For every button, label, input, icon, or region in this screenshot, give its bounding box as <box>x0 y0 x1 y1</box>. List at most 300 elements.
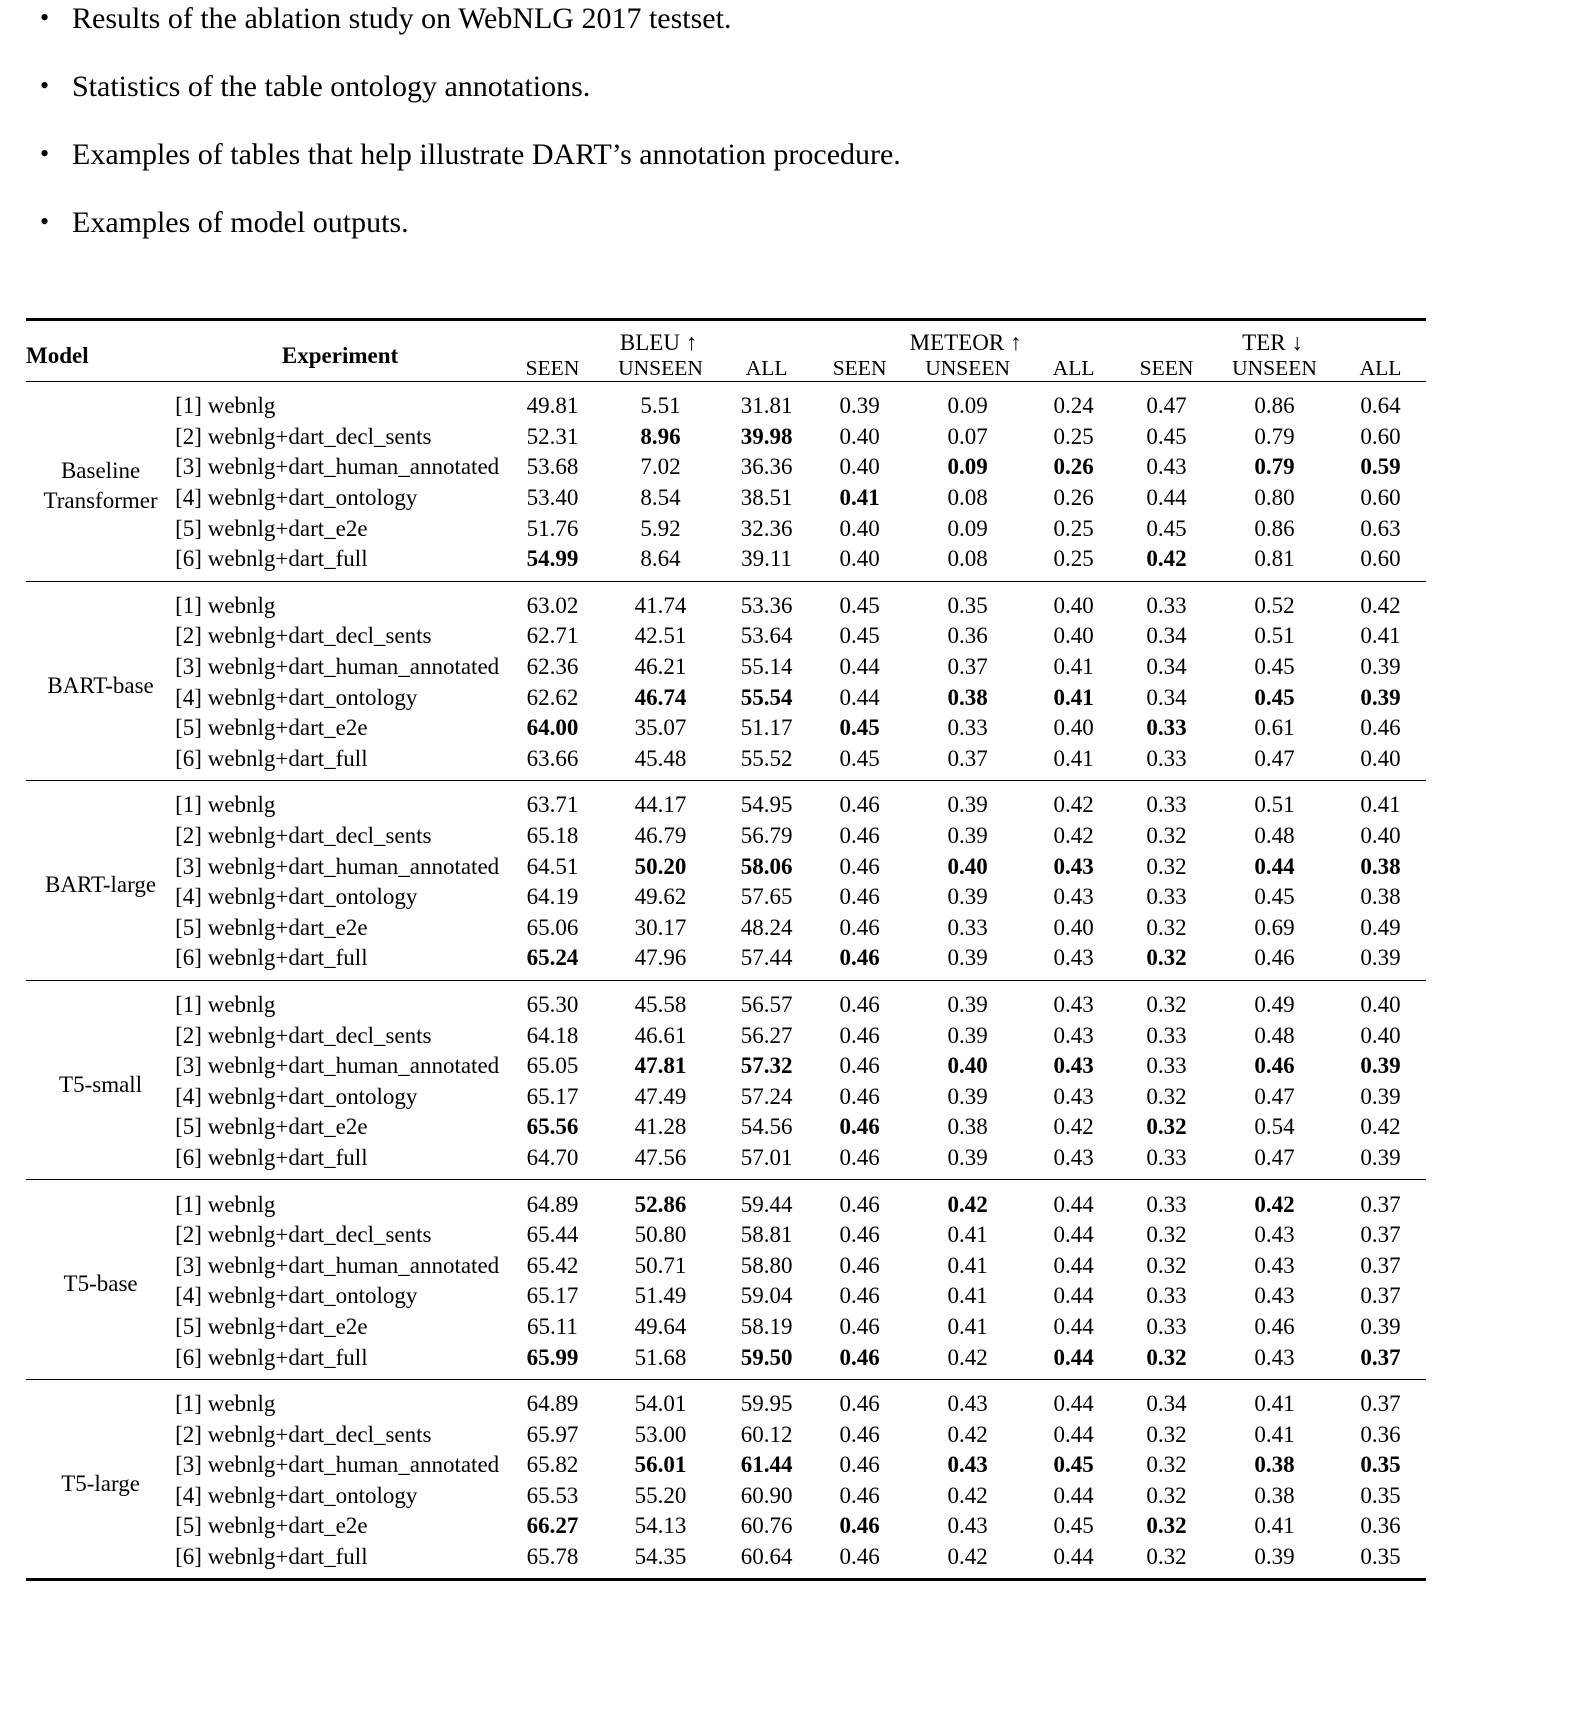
metric-cell: 0.44 <box>1146 485 1187 511</box>
model-name-line: T5-base <box>63 1271 138 1297</box>
experiment-cell: [6] webnlg+dart_full <box>175 1344 368 1370</box>
metric-cell: 0.41 <box>947 1313 988 1339</box>
metric-cell: 0.43 <box>1053 853 1094 879</box>
metric-cell: 0.33 <box>947 914 988 940</box>
metric-cell: 0.46 <box>839 1083 880 1109</box>
metric-cell: 49.62 <box>634 884 687 910</box>
metric-cell: 38.51 <box>740 485 793 511</box>
metric-cell: 0.45 <box>1254 654 1295 680</box>
sub-column-header-all-8: ALL <box>1359 356 1402 380</box>
metric-cell: 50.71 <box>634 1252 687 1278</box>
metric-cell: 59.95 <box>740 1391 793 1417</box>
model-name-cell <box>26 980 175 1180</box>
experiment-cell: [4] webnlg+dart_ontology <box>175 485 418 511</box>
metric-cell: 0.64 <box>1360 393 1401 419</box>
experiment-cell: [3] webnlg+dart_human_annotated <box>175 1053 500 1079</box>
metric-cell: 0.41 <box>1360 623 1401 649</box>
metric-cell: 0.32 <box>1146 914 1187 940</box>
bullet-dot-icon: • <box>40 207 50 236</box>
metric-cell: 32.36 <box>740 515 793 541</box>
metric-cell: 0.42 <box>1053 823 1094 849</box>
metric-cell: 0.42 <box>947 1421 988 1447</box>
metric-cell: 0.46 <box>839 1391 880 1417</box>
experiment-cell: [5] webnlg+dart_e2e <box>175 1513 368 1539</box>
metric-cell: 0.46 <box>839 1144 880 1170</box>
metric-cell: 0.63 <box>1360 515 1401 541</box>
experiment-cell: [4] webnlg+dart_ontology <box>175 1482 418 1508</box>
metric-cell: 55.54 <box>740 684 793 710</box>
metric-cell: 57.01 <box>740 1144 793 1170</box>
metric-cell: 0.42 <box>1360 1114 1401 1140</box>
metric-cell: 5.51 <box>640 393 681 419</box>
metric-cell: 0.39 <box>1360 945 1401 971</box>
table-row <box>26 483 1426 514</box>
metric-cell: 0.38 <box>947 1114 988 1140</box>
metric-cell: 65.17 <box>526 1083 579 1109</box>
sub-column-header-unseen-7: UNSEEN <box>1232 356 1317 380</box>
metric-cell: 0.40 <box>839 454 880 480</box>
metric-cell: 0.37 <box>1360 1283 1401 1309</box>
metric-cell: 0.45 <box>1053 1452 1094 1478</box>
experiment-cell: [3] webnlg+dart_human_annotated <box>175 853 500 879</box>
metric-cell: 0.46 <box>839 1313 880 1339</box>
metric-cell: 0.40 <box>839 546 880 572</box>
metric-cell: 0.40 <box>839 515 880 541</box>
metric-cell: 0.52 <box>1254 592 1295 618</box>
group-header-bleu: BLEU ↑ <box>619 330 698 355</box>
metric-cell: 0.40 <box>1053 592 1094 618</box>
metric-cell: 0.36 <box>1360 1421 1401 1447</box>
metric-cell: 0.44 <box>1053 1544 1094 1570</box>
metric-cell: 0.61 <box>1254 715 1295 741</box>
metric-cell: 0.54 <box>1254 1114 1295 1140</box>
metric-cell: 0.44 <box>1053 1222 1094 1248</box>
metric-cell: 0.26 <box>1053 485 1094 511</box>
metric-cell: 51.17 <box>740 715 793 741</box>
metric-cell: 0.43 <box>947 1391 988 1417</box>
bullet-dot-icon: • <box>40 3 50 32</box>
table-row <box>26 781 1426 821</box>
metric-cell: 0.44 <box>1053 1283 1094 1309</box>
metric-cell: 0.48 <box>1254 823 1295 849</box>
metric-cell: 0.43 <box>1053 1022 1094 1048</box>
metric-cell: 0.39 <box>947 884 988 910</box>
metric-cell: 65.56 <box>526 1114 579 1140</box>
metric-cell: 0.69 <box>1254 914 1295 940</box>
metric-cell: 62.62 <box>526 684 579 710</box>
group-header-row <box>26 320 1426 357</box>
experiment-cell: [3] webnlg+dart_human_annotated <box>175 454 500 480</box>
bullet-item <box>38 208 1438 238</box>
metric-cell: 0.32 <box>1146 991 1187 1017</box>
bullet-item <box>38 140 1438 170</box>
metric-cell: 0.32 <box>1146 1344 1187 1370</box>
metric-cell: 0.47 <box>1254 1144 1295 1170</box>
metric-cell: 58.06 <box>740 853 793 879</box>
metric-cell: 0.39 <box>1360 1053 1401 1079</box>
metric-cell: 0.40 <box>1360 745 1401 771</box>
metric-cell: 50.80 <box>634 1222 687 1248</box>
table-row <box>26 851 1426 882</box>
experiment-cell: [6] webnlg+dart_full <box>175 745 368 771</box>
metric-cell: 0.33 <box>1146 1053 1187 1079</box>
experiment-cell: [5] webnlg+dart_e2e <box>175 1114 368 1140</box>
model-name-line: T5-small <box>59 1071 143 1097</box>
bullet-list <box>38 4 1438 276</box>
metric-cell: 55.52 <box>740 745 793 771</box>
metric-cell: 0.46 <box>839 853 880 879</box>
metric-cell: 0.32 <box>1146 1083 1187 1109</box>
experiment-cell: [2] webnlg+dart_decl_sents <box>175 1222 432 1248</box>
metric-cell: 0.25 <box>1053 515 1094 541</box>
metric-cell: 0.09 <box>947 393 988 419</box>
metric-cell: 0.40 <box>1360 1022 1401 1048</box>
model-block <box>26 781 1426 981</box>
metric-cell: 52.86 <box>634 1191 687 1217</box>
metric-cell: 0.32 <box>1146 823 1187 849</box>
sub-column-header-seen-0: SEEN <box>525 356 580 380</box>
metric-cell: 0.08 <box>947 485 988 511</box>
metric-cell: 56.57 <box>740 991 793 1017</box>
metric-cell: 46.21 <box>634 654 687 680</box>
metric-cell: 0.33 <box>1146 745 1187 771</box>
model-name-cell <box>26 1180 175 1380</box>
metric-cell: 0.34 <box>1146 654 1187 680</box>
metric-cell: 0.25 <box>1053 546 1094 572</box>
metric-cell: 0.47 <box>1254 745 1295 771</box>
metric-cell: 0.39 <box>1360 684 1401 710</box>
metric-cell: 0.44 <box>839 684 880 710</box>
metric-cell: 39.98 <box>740 423 793 449</box>
model-block <box>26 581 1426 781</box>
model-name-line: T5-large <box>61 1470 140 1496</box>
metric-cell: 65.53 <box>526 1482 579 1508</box>
metric-cell: 0.43 <box>1254 1252 1295 1278</box>
metric-cell: 0.41 <box>1053 654 1094 680</box>
metric-cell: 0.46 <box>839 1022 880 1048</box>
metric-cell: 0.46 <box>1254 1313 1295 1339</box>
metric-cell: 0.43 <box>947 1452 988 1478</box>
metric-cell: 45.48 <box>634 745 687 771</box>
metric-cell: 0.35 <box>947 592 988 618</box>
metric-cell: 0.45 <box>839 745 880 771</box>
metric-cell: 0.46 <box>839 1544 880 1570</box>
experiment-cell: [6] webnlg+dart_full <box>175 945 368 971</box>
experiment-cell: [2] webnlg+dart_decl_sents <box>175 1022 432 1048</box>
metric-cell: 0.44 <box>1053 1344 1094 1370</box>
model-block <box>26 382 1426 582</box>
experiment-cell: [6] webnlg+dart_full <box>175 1144 368 1170</box>
metric-cell: 0.46 <box>839 991 880 1017</box>
bullet-text: Examples of model outputs. <box>72 206 409 239</box>
metric-cell: 0.32 <box>1146 1222 1187 1248</box>
bullet-text: Examples of tables that help illustrate DART’s annotation procedure. <box>72 138 901 171</box>
metric-cell: 0.34 <box>1146 1391 1187 1417</box>
group-header-meteor: METEOR ↑ <box>909 330 1022 355</box>
results-table-container <box>26 318 1426 1581</box>
metric-cell: 56.27 <box>740 1022 793 1048</box>
metric-cell: 0.41 <box>947 1222 988 1248</box>
metric-cell: 0.42 <box>947 1344 988 1370</box>
metric-cell: 0.79 <box>1254 423 1295 449</box>
metric-cell: 0.32 <box>1146 1452 1187 1478</box>
metric-cell: 0.41 <box>1254 1391 1295 1417</box>
metric-cell: 65.24 <box>526 945 579 971</box>
metric-cell: 0.47 <box>1146 393 1187 419</box>
metric-cell: 0.37 <box>1360 1222 1401 1248</box>
metric-cell: 0.43 <box>1053 884 1094 910</box>
table-row <box>26 682 1426 713</box>
metric-cell: 54.99 <box>526 546 579 572</box>
table-row <box>26 581 1426 621</box>
metric-cell: 0.33 <box>1146 792 1187 818</box>
metric-cell: 0.39 <box>947 1083 988 1109</box>
metric-cell: 0.46 <box>839 1513 880 1539</box>
experiment-cell: [5] webnlg+dart_e2e <box>175 1313 368 1339</box>
metric-cell: 0.33 <box>1146 1144 1187 1170</box>
metric-cell: 54.56 <box>740 1114 793 1140</box>
column-header-model: Model <box>26 342 89 368</box>
metric-cell: 65.78 <box>526 1544 579 1570</box>
metric-cell: 0.38 <box>1360 884 1401 910</box>
metric-cell: 0.40 <box>1053 914 1094 940</box>
metric-cell: 64.89 <box>526 1191 579 1217</box>
metric-cell: 31.81 <box>740 393 793 419</box>
table-row <box>26 1542 1426 1580</box>
metric-cell: 0.45 <box>839 592 880 618</box>
metric-cell: 0.39 <box>1360 1144 1401 1170</box>
table-row <box>26 1051 1426 1082</box>
metric-cell: 0.51 <box>1254 623 1295 649</box>
table-row <box>26 382 1426 422</box>
experiment-cell: [1] webnlg <box>175 792 276 818</box>
metric-cell: 0.33 <box>1146 715 1187 741</box>
model-block <box>26 980 1426 1180</box>
table-row <box>26 1281 1426 1312</box>
metric-cell: 0.39 <box>1254 1544 1295 1570</box>
table-row <box>26 1481 1426 1512</box>
metric-cell: 0.44 <box>1053 1482 1094 1508</box>
metric-cell: 0.37 <box>947 654 988 680</box>
metric-cell: 58.80 <box>740 1252 793 1278</box>
metric-cell: 0.40 <box>1053 715 1094 741</box>
metric-cell: 65.97 <box>526 1421 579 1447</box>
metric-cell: 56.01 <box>634 1452 687 1478</box>
metric-cell: 0.33 <box>947 715 988 741</box>
metric-cell: 0.46 <box>839 1283 880 1309</box>
metric-cell: 64.70 <box>526 1144 579 1170</box>
table-row <box>26 452 1426 483</box>
metric-cell: 49.64 <box>634 1313 687 1339</box>
metric-cell: 0.42 <box>1360 592 1401 618</box>
table-row <box>26 1511 1426 1542</box>
table-row <box>26 1450 1426 1481</box>
metric-cell: 64.51 <box>526 853 579 879</box>
metric-cell: 62.36 <box>526 654 579 680</box>
metric-cell: 0.44 <box>1254 853 1295 879</box>
metric-cell: 0.41 <box>1254 1421 1295 1447</box>
metric-cell: 0.37 <box>1360 1344 1401 1370</box>
metric-cell: 0.38 <box>1254 1482 1295 1508</box>
metric-cell: 0.45 <box>1146 423 1187 449</box>
metric-cell: 0.46 <box>839 792 880 818</box>
experiment-cell: [4] webnlg+dart_ontology <box>175 684 418 710</box>
bottom-rule-row <box>26 1580 1426 1582</box>
metric-cell: 0.32 <box>1146 945 1187 971</box>
metric-cell: 0.41 <box>1053 745 1094 771</box>
metric-cell: 0.32 <box>1146 1252 1187 1278</box>
metric-cell: 65.82 <box>526 1452 579 1478</box>
experiment-cell: [6] webnlg+dart_full <box>175 1544 368 1570</box>
table-row <box>26 1180 1426 1220</box>
metric-cell: 65.17 <box>526 1283 579 1309</box>
metric-cell: 0.37 <box>1360 1391 1401 1417</box>
metric-cell: 0.49 <box>1360 914 1401 940</box>
metric-cell: 0.32 <box>1146 1114 1187 1140</box>
metric-cell: 7.02 <box>640 454 681 480</box>
metric-cell: 0.45 <box>839 715 880 741</box>
experiment-cell: [6] webnlg+dart_full <box>175 546 368 572</box>
model-name-line: Transformer <box>43 487 158 513</box>
table-row <box>26 943 1426 980</box>
metric-cell: 0.40 <box>947 853 988 879</box>
metric-cell: 39.11 <box>741 546 793 572</box>
metric-cell: 57.44 <box>740 945 793 971</box>
metric-cell: 54.95 <box>740 792 793 818</box>
table-row <box>26 544 1426 581</box>
model-name-cell <box>26 781 175 981</box>
metric-cell: 0.35 <box>1360 1452 1401 1478</box>
metric-cell: 0.32 <box>1146 1513 1187 1539</box>
metric-cell: 0.45 <box>839 623 880 649</box>
experiment-cell: [5] webnlg+dart_e2e <box>175 715 368 741</box>
metric-cell: 0.32 <box>1146 1482 1187 1508</box>
metric-cell: 0.80 <box>1254 485 1295 511</box>
metric-cell: 0.40 <box>1053 623 1094 649</box>
metric-cell: 59.04 <box>740 1283 793 1309</box>
column-header-experiment: Experiment <box>281 342 399 368</box>
metric-cell: 0.41 <box>839 485 880 511</box>
experiment-cell: [2] webnlg+dart_decl_sents <box>175 823 432 849</box>
metric-cell: 66.27 <box>526 1513 579 1539</box>
bullet-text: Statistics of the table ontology annotations. <box>72 70 591 103</box>
metric-cell: 0.38 <box>1254 1452 1295 1478</box>
metric-cell: 57.32 <box>740 1053 793 1079</box>
model-block <box>26 1180 1426 1380</box>
metric-cell: 53.00 <box>634 1421 687 1447</box>
metric-cell: 0.07 <box>947 423 988 449</box>
experiment-cell: [1] webnlg <box>175 991 276 1017</box>
metric-cell: 65.30 <box>526 991 579 1017</box>
table-row <box>26 821 1426 852</box>
metric-cell: 0.41 <box>1254 1513 1295 1539</box>
experiment-cell: [5] webnlg+dart_e2e <box>175 914 368 940</box>
metric-cell: 5.92 <box>640 515 681 541</box>
metric-cell: 0.34 <box>1146 684 1187 710</box>
metric-cell: 57.24 <box>740 1083 793 1109</box>
metric-cell: 0.39 <box>947 823 988 849</box>
experiment-cell: [5] webnlg+dart_e2e <box>175 515 368 541</box>
bullet-dot-icon: • <box>40 71 50 100</box>
table-row <box>26 1312 1426 1343</box>
metric-cell: 0.33 <box>1146 1283 1187 1309</box>
metric-cell: 53.64 <box>740 623 793 649</box>
metric-cell: 0.46 <box>1360 715 1401 741</box>
metric-cell: 8.54 <box>640 485 681 511</box>
ablation-results-table <box>26 318 1426 1581</box>
model-name-cell <box>26 1379 175 1580</box>
metric-cell: 65.99 <box>526 1344 579 1370</box>
metric-cell: 0.48 <box>1254 1022 1295 1048</box>
metric-cell: 59.44 <box>740 1191 793 1217</box>
table-row <box>26 913 1426 944</box>
metric-cell: 0.45 <box>1254 684 1295 710</box>
sub-column-header-unseen-1: UNSEEN <box>618 356 703 380</box>
metric-cell: 50.20 <box>634 853 687 879</box>
metric-cell: 0.40 <box>1360 991 1401 1017</box>
metric-cell: 0.36 <box>1360 1513 1401 1539</box>
experiment-cell: [3] webnlg+dart_human_annotated <box>175 654 500 680</box>
metric-cell: 0.79 <box>1254 454 1295 480</box>
model-name-line: BART-large <box>45 872 157 898</box>
experiment-cell: [4] webnlg+dart_ontology <box>175 1083 418 1109</box>
metric-cell: 48.24 <box>740 914 793 940</box>
metric-cell: 65.44 <box>526 1222 579 1248</box>
metric-cell: 0.44 <box>1053 1313 1094 1339</box>
metric-cell: 0.43 <box>1146 454 1187 480</box>
experiment-cell: [3] webnlg+dart_human_annotated <box>175 1452 500 1478</box>
metric-cell: 0.33 <box>1146 592 1187 618</box>
experiment-cell: [2] webnlg+dart_decl_sents <box>175 623 432 649</box>
experiment-cell: [3] webnlg+dart_human_annotated <box>175 1252 500 1278</box>
experiment-cell: [1] webnlg <box>175 393 276 419</box>
metric-cell: 41.74 <box>634 592 687 618</box>
metric-cell: 0.35 <box>1360 1544 1401 1570</box>
metric-cell: 63.71 <box>526 792 579 818</box>
model-name-cell <box>26 382 175 582</box>
sub-column-header-seen-3: SEEN <box>832 356 887 380</box>
metric-cell: 0.34 <box>1146 623 1187 649</box>
metric-cell: 63.02 <box>526 592 579 618</box>
experiment-cell: [2] webnlg+dart_decl_sents <box>175 1421 432 1447</box>
metric-cell: 0.08 <box>947 546 988 572</box>
metric-cell: 0.46 <box>1254 1053 1295 1079</box>
metric-cell: 0.40 <box>839 423 880 449</box>
metric-cell: 0.43 <box>1254 1283 1295 1309</box>
metric-cell: 0.46 <box>839 914 880 940</box>
table-row <box>26 652 1426 683</box>
table-row <box>26 713 1426 744</box>
metric-cell: 57.65 <box>740 884 793 910</box>
experiment-cell: [2] webnlg+dart_decl_sents <box>175 423 432 449</box>
metric-cell: 0.43 <box>1053 945 1094 971</box>
model-name-line: Baseline <box>60 458 141 484</box>
metric-cell: 8.96 <box>640 423 681 449</box>
table-head <box>26 320 1426 382</box>
metric-cell: 0.39 <box>1360 654 1401 680</box>
metric-cell: 0.39 <box>947 792 988 818</box>
experiment-cell: [4] webnlg+dart_ontology <box>175 884 418 910</box>
metric-cell: 59.50 <box>740 1344 793 1370</box>
metric-cell: 0.33 <box>1146 1313 1187 1339</box>
metric-cell: 64.00 <box>526 715 579 741</box>
metric-cell: 0.41 <box>947 1283 988 1309</box>
metric-cell: 65.11 <box>527 1313 578 1339</box>
metric-cell: 47.49 <box>634 1083 687 1109</box>
metric-cell: 0.33 <box>1146 884 1187 910</box>
metric-cell: 0.59 <box>1360 454 1401 480</box>
metric-cell: 0.09 <box>947 454 988 480</box>
